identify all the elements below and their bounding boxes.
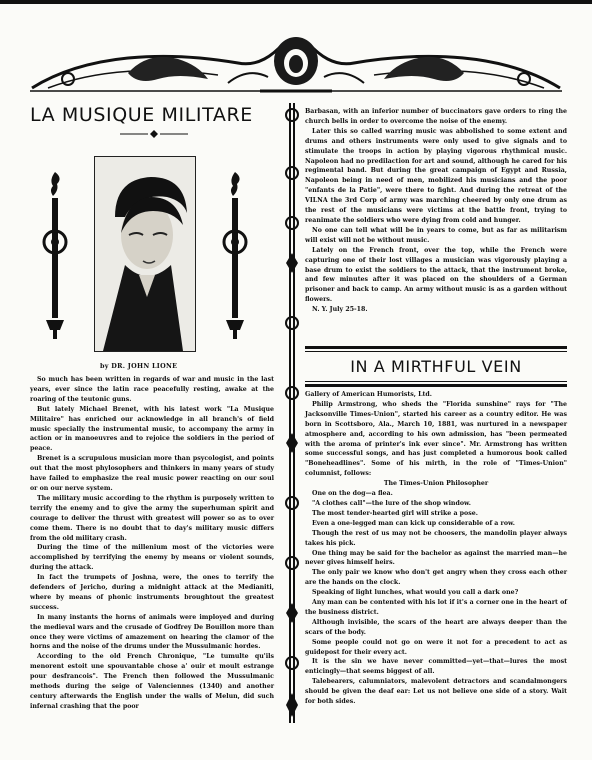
paragraph: During the time of the millenium most of the victories were accomplished by terrifying the enemy by means or violent sounds, during the attack.: [30, 544, 274, 572]
paragraph: In fact the trumpets of Joshna, were, the ones to terrify the defenders of Jericho, during a midnight attack at the Medianiti, where by means of phonic instruments broughtout the greatest success.: [30, 574, 274, 611]
vertical-ornamental-divider: [284, 103, 300, 723]
paragraph: The military music according to the rhythm is purposely written to terrify the enemy and to give the army the superhuman spirit and courage to deliver the thrust with greatest will power so as to over come them. There is no doubt that to day's military music differs from the old military crash.: [30, 494, 274, 542]
title-ornament: [118, 129, 190, 139]
section-rule-top-thin: [305, 351, 567, 352]
joke-item: Some people could not go on were it not for a precedent to act as guidepost for their every act.: [305, 638, 567, 656]
joke-item: The only pair we know who don't get angry when they cross each other are the hands on the clock.: [305, 569, 567, 587]
paragraph: Brenet is a scrupulous musician more than psycologist, and points out that the most phylosophers and thinkers in many years of study have failed to emphasize the real music power reacting on our soul or on our nerve system.: [30, 455, 274, 492]
joke-item: Speaking of light lunches, what would you call a dark one?: [312, 589, 519, 597]
dateline: N. Y. July 25-18.: [312, 306, 368, 314]
humor-column: [305, 390, 567, 707]
paragraph: Later this so called warring music was abbolished to some extent and drums and others instruments were only used to give signals and to stimulate the troops in action by playing vigorous rhythmical music. Napoleon had no predilaction for art and sound, although he cared for his regimental band. But during the great campaign of Egypt and Russia, Napoleon being in need of men, mobilized his musicians and the poor "enfants de la Patie", were there to fight. And during the retreat of the VILNA the 3rd Corp of army was marching cheered by only one drum as the rest of the musicians were victims at the battle front, trying to reanimate the soldiers who were dying from cold and hunger.: [305, 127, 567, 224]
section-rule-bottom: [305, 384, 567, 387]
gallery-intro: Philip Armstrong, who sheds the "Florida sunshine" rays for "The Jacksonville Times-Union", started his career as a country editor. He was born in Scottsboro, Ala., March 10, 1881, was nurtured in a newspaper atmosphere and, according to his own admission, has "been permeated with the aroma of printer's ink ever since". Mr. Armstrong has written some successful songs, and has just completed a humorous book called "Boneheadlines". Some of his mirth, in the role of "Times-Union" columnist, follows:: [305, 400, 567, 478]
philosopher-heading: The Times-Union Philosopher: [383, 480, 489, 488]
joke-item: "A clothes call"—the lure of the shop window.: [312, 499, 471, 507]
paragraph: In many instants the horns of animals were imployed and during the medieval wars and the crusade of Godfrey De Bouillon more than once they were victims of amazement on hearing the clamor of the horns and the noise of the drums under the Mussulmanic hordes.: [30, 613, 274, 651]
article-right-column: [305, 107, 567, 315]
paragraph: No one can tell what will be in years to come, but as far as militarism will exist will not be without music.: [305, 226, 567, 244]
gallery-heading: Gallery of American Humorists, Ltd.: [305, 391, 432, 398]
top-border: [0, 0, 592, 4]
joke-item: Though the rest of us may not be choosers, the mandolin player always takes his pick.: [305, 529, 567, 547]
joke-item: One on the dog—a flea.: [312, 490, 393, 498]
joke-item: Although invisible, the scars of the heart are always deeper than the scars of the body.: [305, 618, 567, 636]
joke-item: Any man can be contented with his lot if it's a corner one in the heart of the business district.: [305, 599, 567, 616]
joke-item: Even a one-legged man can kick up considerable of a row.: [312, 519, 515, 527]
torch-ornament-left: [40, 170, 70, 340]
author-portrait-photo: [94, 156, 196, 352]
header-ornament: [28, 33, 564, 93]
torch-ornament-right: [220, 170, 250, 340]
paragraph: According to the old French Chronique, "Le tumulte qu'ils menorent estoit une spouvantable chose a' ouir et moult estrange pour desfrancois". The French then followed the Mussulmanic methods during the seige of Valenciennes (1340) and another century afterwards the English under the walls of Melun, did such infernal crashing that the poor: [30, 653, 274, 710]
article-byline: by DR. JOHN LIONE: [100, 362, 178, 370]
section-rule-bottom-thin: [305, 381, 567, 382]
joke-item: One thing may be said for the bachelor as against the married man—he never gives himself heirs.: [305, 549, 567, 567]
paragraph: But lately Michael Brenet, with his latest work "La Musique Militaire" has enriched our acknowledge in all branch's of field music specially the instrumental music, to accompany the army in action or in manoeuvres and to rejoice the soldiers in the period of peace.: [30, 405, 274, 453]
joke-item: The most tender-hearted girl will strike a pose.: [312, 509, 478, 517]
article-title: LA MUSIQUE MILITARE: [30, 104, 253, 126]
paragraph: Lately on the French front, over the top, while the French were capturing one of their lost villages a musician was vigorously playing a base drum to exist the soldiers to the attack, that the instrument broke, and few minutes after it was placed on the shoulders of a German prisoner and back to camp. An army without music is as a garden without flowers.: [305, 246, 567, 304]
section-rule-top: [305, 346, 567, 349]
joke-item: Talebearers, calumniators, malevolent detractors and scandalmongers should be given the deaf ear: Let us not believe one side of a story. Wait for both sides.: [305, 678, 567, 706]
paragraph: Barbasan, with an inferior number of buccinators gave orders to ring the church bells in order to overcome the noise of the enemy.: [305, 108, 567, 125]
joke-item: It is the sin we have never committed—yet—that—lures the most enticingly—that seems biggest of all.: [305, 658, 567, 676]
section-title: IN A MIRTHFUL VEIN: [350, 357, 522, 376]
paragraph: So much has been written in regards of war and music in the last years, ever since the latin race peacefully resting, awake at the roaring of the teutonic guns.: [30, 376, 274, 403]
article-left-column: [30, 375, 274, 712]
